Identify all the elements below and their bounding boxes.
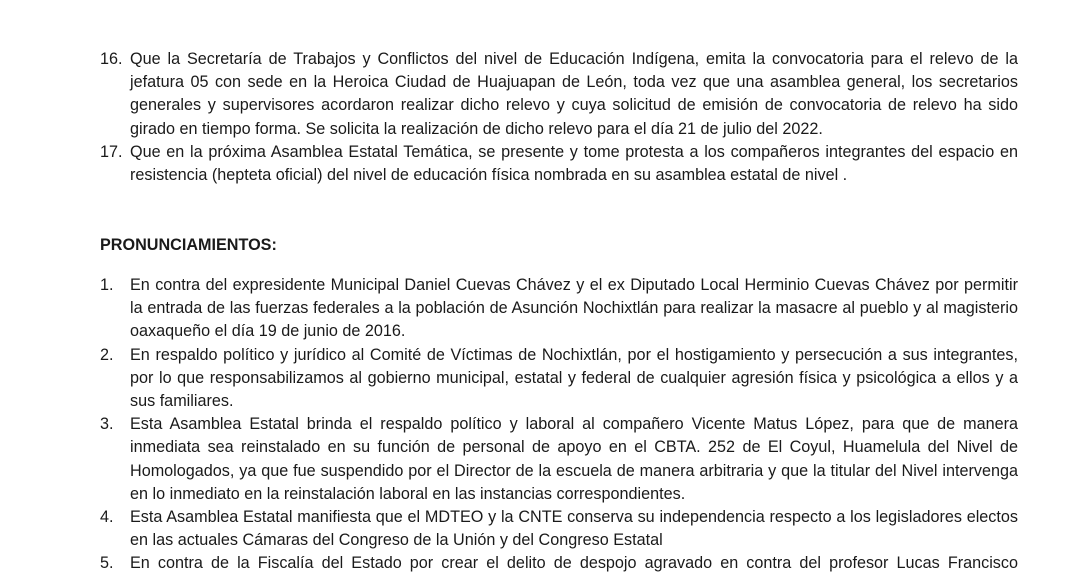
item-text: Que la Secretaría de Trabajos y Conflictos del nivel de Educación Indígena, emita la convocatoria para el relevo de la jefatura 05 con sede en la Heroica Ciudad de Huajuapan de León, toda vez que una asamblea general, los secretarios generales y supervisores acordaron realizar dicho relevo y cuya solicitud de emisión de convocatoria de relevo ha sido girado en tiempo forma. Se solicita la realización de dicho relevo para el día 21 de julio del 2022. — [130, 50, 1018, 138]
item-text: Esta Asamblea Estatal brinda el respaldo político y laboral al compañero Vicente Matus López, para que de manera inmediata sea reinstalado en su función de personal de apoyo en el CBTA. 252 de El Coyul, Huamelula del Nivel de Homologados, ya que fue suspendido por el Director de la escuela de manera arbitraria y que la titular del Nivel intervenga en lo inmediato en la reinstalación laboral en las instancias correspondientes. — [130, 415, 1018, 503]
item-text: En contra de la Fiscalía del Estado por crear el delito de despojo agravado en contra del profesor Lucas Francisco — [130, 554, 1018, 573]
item-number: 4. — [100, 508, 114, 527]
item-number: 3. — [100, 415, 114, 434]
section-heading: PRONUNCIAMIENTOS: — [100, 236, 277, 254]
list-item — [100, 413, 1018, 506]
list-item — [100, 48, 1018, 141]
list-item — [100, 274, 1018, 344]
list-item — [100, 141, 1018, 187]
list-item — [100, 506, 1018, 552]
item-number: 1. — [100, 276, 114, 294]
resolutions-list — [100, 48, 1018, 187]
list-item — [100, 552, 1018, 575]
pronouncements-list — [100, 274, 1018, 576]
item-number: 16. — [100, 50, 123, 68]
item-text: Esta Asamblea Estatal manifiesta que el MDTEO y la CNTE conserva su independencia respecto a los legisladores electos en las actuales Cámaras del Congreso de la Unión y del Congreso Estatal — [130, 508, 1018, 550]
item-text: En contra del expresidente Municipal Daniel Cuevas Chávez y el ex Diputado Local Herminio Cuevas Chávez por permitir la entrada de las fuerzas federales a la población de Asunción Nochixtlán para realizar la masacre al pueblo y al magisterio oaxaqueño el día 19 de junio de 2016. — [130, 276, 1018, 341]
item-number: 2. — [100, 345, 114, 364]
list-item — [100, 344, 1018, 414]
item-number: 17. — [100, 142, 123, 161]
item-number: 5. — [100, 554, 114, 573]
item-text: Que en la próxima Asamblea Estatal Temática, se presente y tome protesta a los compañeros integrantes del espacio en resistencia (hepteta oficial) del nivel de educación física nombrada en su asamblea estatal de nivel . — [130, 142, 1018, 185]
item-text: En respaldo político y jurídico al Comité de Víctimas de Nochixtlán, por el hostigamiento y persecución a sus integrantes, por lo que responsabilizamos al gobierno municipal, estatal y federal de cualquier agresión física y psicológica a ellos y a sus familiares. — [130, 345, 1018, 411]
